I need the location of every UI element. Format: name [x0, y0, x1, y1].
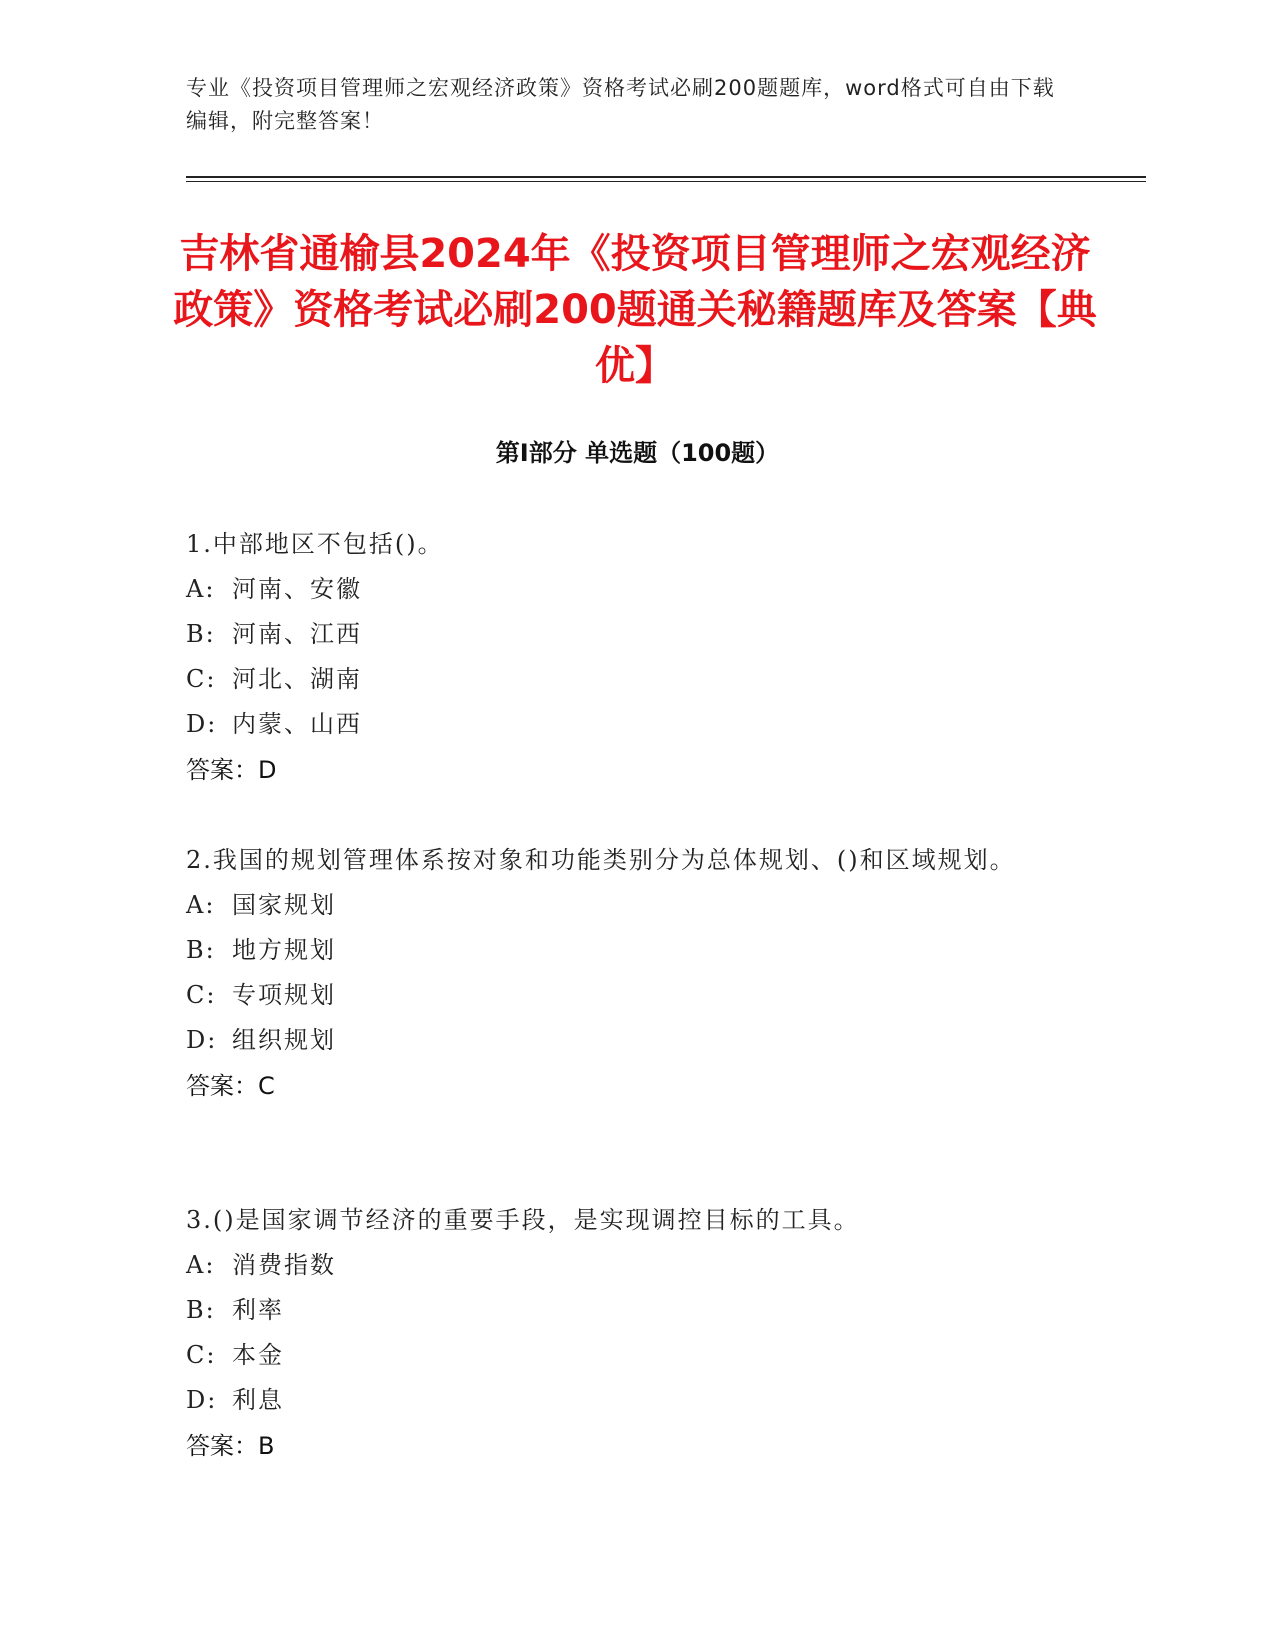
option-b [186, 1288, 1066, 1333]
option-d [186, 1378, 1066, 1423]
header-note: 专业《投资项目管理师之宏观经济政策》资格考试必刷200题题库，word格式可自由下载编辑，附完整答案！ [186, 76, 1055, 133]
section-heading: 第Ⅰ部分 单选题（100题） [495, 439, 780, 467]
option-text: 国家规划 [232, 891, 336, 919]
option-text: 河南、江西 [232, 620, 362, 648]
option-text: 内蒙、山西 [232, 710, 362, 738]
answer-line: 答案：C [186, 1072, 275, 1100]
option-text: 利息 [232, 1386, 284, 1414]
question-stem: 1.中部地区不包括()。 [186, 530, 444, 558]
option-b [186, 612, 1066, 657]
question-1 [186, 522, 1066, 793]
option-text: 专项规划 [232, 981, 336, 1009]
option-letter: D: [186, 710, 218, 738]
option-letter: D: [186, 1386, 218, 1414]
option-letter: A: [186, 1251, 216, 1279]
option-text: 地方规划 [232, 936, 336, 964]
option-a [186, 1243, 1066, 1288]
option-d [186, 702, 1066, 747]
question-stem: 2.我国的规划管理体系按对象和功能类别分为总体规划、()和区域规划。 [186, 846, 1016, 874]
option-letter: A: [186, 891, 216, 919]
option-text: 本金 [232, 1341, 284, 1369]
option-letter: C: [186, 981, 217, 1009]
option-text: 河北、湖南 [232, 665, 362, 693]
option-letter: B: [186, 1296, 216, 1324]
option-letter: D: [186, 1026, 218, 1054]
option-text: 消费指数 [232, 1251, 336, 1279]
option-d [186, 1018, 1066, 1063]
option-letter: C: [186, 1341, 217, 1369]
question-3 [186, 1198, 1066, 1469]
answer-line: 答案：B [186, 1432, 275, 1460]
option-a [186, 567, 1066, 612]
document-title: 吉林省通榆县2024年《投资项目管理师之宏观经济政策》资格考试必刷200题通关秘籍题库及答案【典优】 [173, 231, 1097, 389]
option-letter: B: [186, 620, 216, 648]
option-text: 利率 [232, 1296, 284, 1324]
option-letter: C: [186, 665, 217, 693]
option-text: 河南、安徽 [232, 575, 362, 603]
option-c [186, 973, 1066, 1018]
question-stem: 3.()是国家调节经济的重要手段，是实现调控目标的工具。 [186, 1206, 860, 1234]
header-divider-thick [186, 176, 1146, 178]
option-b [186, 928, 1066, 973]
answer-line: 答案：D [186, 756, 277, 784]
option-c [186, 1333, 1066, 1378]
header-divider-thin [186, 181, 1146, 182]
option-c [186, 657, 1066, 702]
option-letter: A: [186, 575, 216, 603]
option-text: 组织规划 [232, 1026, 336, 1054]
option-letter: B: [186, 936, 216, 964]
option-a [186, 883, 1066, 928]
question-2 [186, 838, 1066, 1109]
